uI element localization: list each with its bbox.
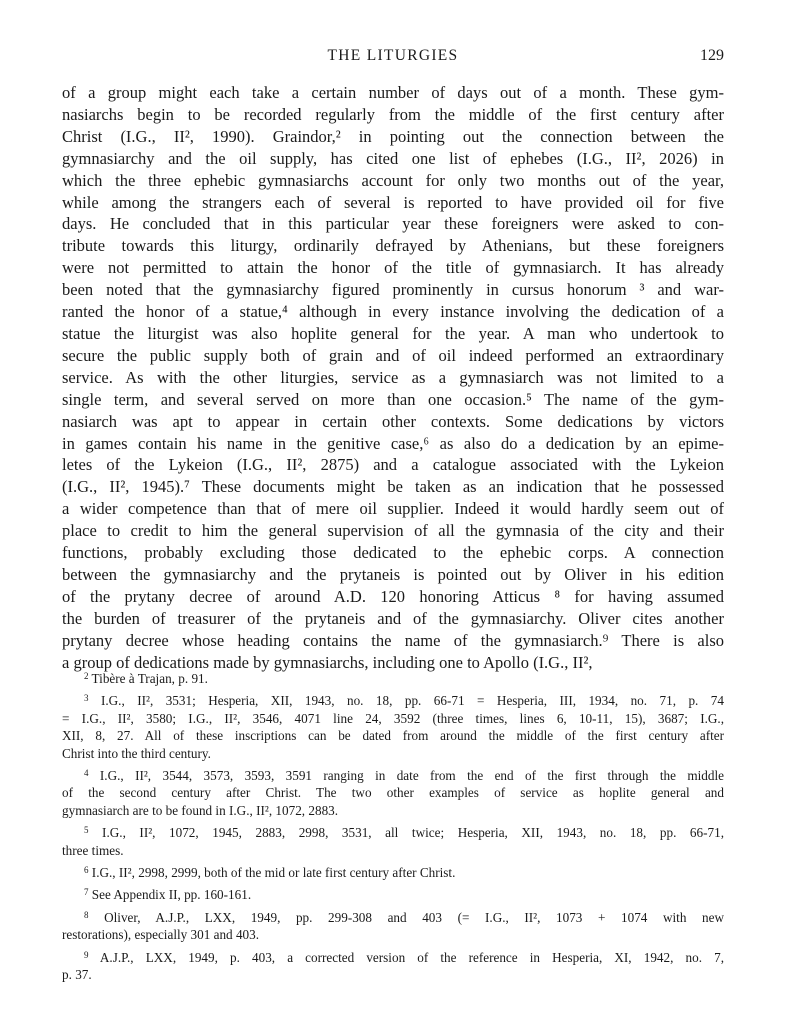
body-line: been noted that the gymnasiarchy figured prominently in cursus honorum ³ and war- bbox=[62, 280, 724, 300]
footnote bbox=[62, 884, 724, 903]
body-line: ranted the honor of a statue,⁴ although in every instance involving the dedication of a bbox=[62, 302, 724, 322]
footnote-first-line bbox=[62, 907, 724, 926]
footnote bbox=[62, 822, 724, 859]
footnote-line: Christ into the third century. bbox=[62, 745, 211, 761]
body-line: Christ (I.G., II², 1990). Graindor,² in pointing out the connection between the bbox=[62, 126, 724, 146]
body-line: between the gymnasiarchy and the prytaneis is pointed out by Oliver in his edition bbox=[62, 564, 724, 584]
page-header bbox=[62, 47, 724, 71]
footnote-text: Tibère à Trajan, p. 91. bbox=[88, 671, 208, 686]
footnote-line: gymnasiarch are to be found in I.G., II², 1072, 2883. bbox=[62, 802, 339, 818]
body-text bbox=[62, 82, 724, 673]
footnote-first-line bbox=[62, 765, 724, 784]
body-line: a wider competence than that of mere oil supplier. Indeed it would hardly seem out of bbox=[62, 499, 724, 519]
footnotes bbox=[62, 668, 724, 987]
body-line: place to credit to him the general supervision of all the gymnasia of the city and their bbox=[62, 521, 724, 541]
footnote bbox=[62, 862, 724, 881]
footnote-first-line bbox=[62, 884, 724, 903]
body-line: secure the public supply both of grain and of oil indeed performed an extraordinary bbox=[62, 345, 724, 365]
footnote-text: I.G., II², 1072, 1945, 2883, 2998, 3531, all twice; Hesperia, XII, 1943, no. 18, pp. 66-71, bbox=[88, 825, 724, 841]
footnote bbox=[62, 690, 724, 762]
running-title: THE LITURGIES bbox=[327, 47, 459, 64]
footnote-text: I.G., II², 3544, 3573, 3593, 3591 ranging in date from the end of the first through the middle bbox=[88, 768, 724, 784]
body-line: nasiarchs begin to be recorded regularly from the middle of the first century after bbox=[62, 104, 724, 124]
page-number: 129 bbox=[700, 47, 724, 64]
body-line: statue the liturgist was also hoplite general for the year. A man who undertook to bbox=[62, 323, 724, 343]
body-line: were not permitted to attain the honor of the title of gymnasiarch. It has already bbox=[62, 258, 724, 278]
body-line: of a group might each take a certain number of days out of a month. These gym- bbox=[62, 83, 724, 102]
footnote bbox=[62, 907, 724, 944]
footnote-marker: 9 bbox=[84, 949, 89, 960]
footnote bbox=[62, 668, 724, 687]
footnote-text: A.J.P., LXX, 1949, p. 403, a corrected version of the reference in Hesperia, XI, 1942, no. 7, bbox=[88, 949, 724, 965]
footnote-line: XII, 8, 27. All of these inscriptions can be dated from around the middle of the first century after bbox=[62, 728, 724, 744]
body-line: while among the strangers each of several is reported to have provided oil for five bbox=[62, 192, 724, 212]
body-line: prytany decree whose heading contains the name of the gymnasiarch.⁹ There is also bbox=[62, 630, 724, 650]
footnote-first-line bbox=[62, 862, 724, 881]
footnote-marker: 4 bbox=[84, 768, 89, 779]
footnote-marker: 7 bbox=[84, 887, 89, 898]
footnote-text: Oliver, A.J.P., LXX, 1949, pp. 299-308 and 403 (= I.G., II², 1073 + 1074 with new bbox=[88, 909, 724, 925]
footnote bbox=[62, 947, 724, 984]
footnote-first-line bbox=[62, 822, 724, 841]
footnote-marker: 6 bbox=[84, 865, 89, 876]
footnote-text: See Appendix II, pp. 160-161. bbox=[88, 887, 252, 903]
footnote-marker: 8 bbox=[84, 909, 89, 920]
body-line: a group of dedications made by gymnasiarchs, including one to Apollo (I.G., II², bbox=[62, 652, 593, 672]
footnote bbox=[62, 765, 724, 819]
body-line: (I.G., II², 1945).⁷ These documents might be taken as an indication that he possessed bbox=[62, 477, 724, 497]
footnote-text: I.G., II², 3531; Hesperia, XII, 1943, no. 18, pp. 66-71 = Hesperia, III, 1934, no. 71, p. 74 bbox=[88, 693, 724, 709]
footnote-line: p. 37. bbox=[62, 967, 92, 983]
footnote-first-line bbox=[62, 947, 724, 966]
body-line: which the three ephebic gymnasiarchs account for only two months out of the year, bbox=[62, 170, 724, 190]
footnote-marker: 5 bbox=[84, 825, 89, 836]
footnote-line: three times. bbox=[62, 842, 124, 858]
footnote-first-line bbox=[62, 690, 724, 709]
body-line: gymnasiarchy and the oil supply, has cited one list of ephebes (I.G., II², 2026) in bbox=[62, 148, 724, 168]
footnote-text: I.G., II², 2998, 2999, both of the mid or late first century after Christ. bbox=[88, 865, 456, 881]
footnote-line: restorations), especially 301 and 403. bbox=[62, 927, 260, 943]
footnote-marker: 3 bbox=[84, 693, 89, 704]
footnote-line: = I.G., II², 3580; I.G., II², 3546, 4071 line 24, 3592 (three times, lines 6, 10-11, 15), 3687; I.G., bbox=[62, 710, 724, 726]
body-line: functions, probably excluding those dedicated to the ephebic corps. A connection bbox=[62, 543, 724, 563]
body-line: nasiarch was apt to appear in certain other contexts. Some dedications by victors bbox=[62, 411, 724, 431]
footnote-marker: 2 bbox=[84, 671, 89, 681]
body-line: letes of the Lykeion (I.G., II², 2875) and a catalogue associated with the Lykeion bbox=[62, 455, 724, 475]
body-line: of the prytany decree of around A.D. 120 honoring Atticus ⁸ for having assumed bbox=[62, 586, 724, 606]
body-line: service. As with the other liturgies, service as a gymnasiarch was not limited to a bbox=[62, 367, 724, 387]
body-line: single term, and several served on more than one occasion.⁵ The name of the gym- bbox=[62, 389, 724, 409]
body-line: the burden of treasurer of the prytaneis and of the gymnasiarchy. Oliver cites another bbox=[62, 608, 724, 628]
body-line: in games contain his name in the genitive case,⁶ as also do a dedication by an epime- bbox=[62, 433, 724, 453]
footnote-first-line bbox=[62, 668, 724, 687]
footnote-line: of the second century after Christ. The two other examples of service as hoplite general and bbox=[62, 785, 724, 801]
body-line: days. He concluded that in this particular year these foreigners were asked to con- bbox=[62, 214, 724, 234]
body-line: tribute towards this liturgy, ordinarily defrayed by Athenians, but these foreigners bbox=[62, 236, 724, 256]
